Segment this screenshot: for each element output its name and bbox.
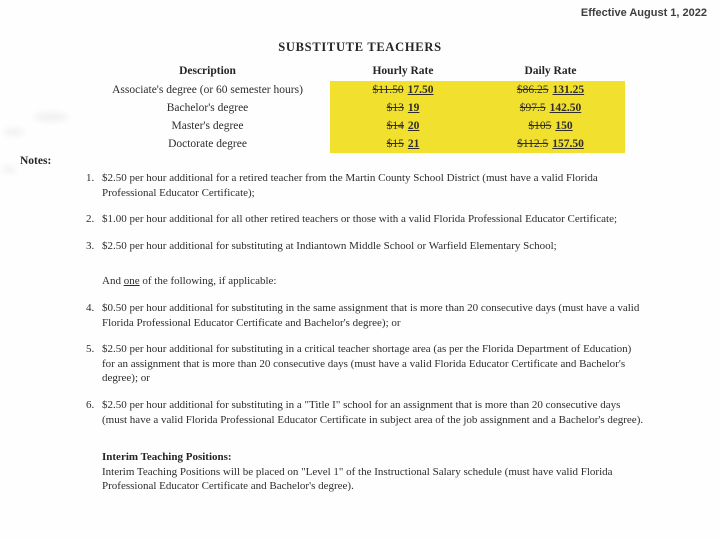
note-text: $2.50 per hour additional for a retired teacher from the Martin County School District (must have a valid Florida Professional Educator Certificate); <box>102 172 598 199</box>
note-text: $2.50 per hour additional for substituting in a critical teacher shortage area (as per the Florida Department of Education) for an assignment that is more than 20 consecutive days (must have a valid Florida Educator Certificate and Bachelor's degree); or <box>102 343 632 385</box>
new-rate: 19 <box>407 102 420 114</box>
new-rate: 157.50 <box>552 138 584 150</box>
note-item-5 <box>86 342 644 386</box>
note-item-1 <box>86 171 644 200</box>
note-number: 2. <box>86 213 95 226</box>
new-rate: 131.25 <box>552 84 585 96</box>
note-item-2 <box>86 212 644 227</box>
interim-text: Interim Teaching Positions will be placed on "Level 1" of the Instructional Salary schedule (must have valid Florida Professional Educator Certificate and Bachelor's degree). <box>102 465 613 493</box>
row-hourly-rate <box>330 117 476 135</box>
interim-heading: Interim Teaching Positions: <box>102 451 232 464</box>
old-rate: $112.5 <box>517 138 549 150</box>
note-number: 6. <box>86 398 95 411</box>
row-daily-rate <box>476 135 625 153</box>
effective-date: Effective August 1, 2022 <box>580 7 707 19</box>
and-one-of-following-line <box>102 274 644 289</box>
new-rate: 150 <box>555 120 573 132</box>
and-underlined-word: one <box>123 275 140 288</box>
note-number: 4. <box>86 301 95 314</box>
new-rate: 20 <box>407 120 420 132</box>
row-description: Doctorate degree <box>168 138 247 150</box>
old-rate: $97.5 <box>519 102 546 114</box>
row-daily-rate <box>476 81 625 99</box>
note-number: 5. <box>86 343 95 356</box>
scan-artifact <box>34 112 68 122</box>
scan-artifact <box>4 128 24 136</box>
row-hourly-rate <box>330 135 476 153</box>
notes-label: Notes: <box>20 155 52 167</box>
old-rate: $86.25 <box>516 84 549 96</box>
row-hourly-rate <box>330 81 476 99</box>
row-daily-rate <box>476 117 625 135</box>
note-text: $0.50 per hour additional for substituting in the same assignment that is more than 20 consecutive days (must have a valid Florida Professional Educator Certificate and Bachelor's degree); or <box>102 301 640 329</box>
old-rate: $15 <box>386 138 404 150</box>
page-title: SUBSTITUTE TEACHERS <box>278 40 442 54</box>
column-header-hourly-rate: Hourly Rate <box>372 65 434 77</box>
scan-artifact <box>2 166 16 173</box>
old-rate: $14 <box>386 120 404 132</box>
note-text: $2.50 per hour additional for substituting at Indiantown Middle School or Warfield Elementary School; <box>102 239 557 252</box>
new-rate: 21 <box>407 138 420 150</box>
row-hourly-rate <box>330 99 476 117</box>
row-description: Associate's degree (or 60 semester hours) <box>112 84 303 96</box>
old-rate: $11.50 <box>372 84 404 96</box>
note-text: $2.50 per hour additional for substituting in a "Title I" school for an assignment that is more than 20 consecutive days (must have a valid Florida Professional Educator Certificate in subject area of the job assignment and a Bachelor's degree). <box>102 398 644 426</box>
and-prefix: And <box>102 275 124 288</box>
column-header-description: Description <box>179 65 236 77</box>
new-rate: 17.50 <box>407 84 434 96</box>
column-header-daily-rate: Daily Rate <box>524 65 577 77</box>
note-item-6 <box>86 398 644 427</box>
note-item-3 <box>86 239 644 254</box>
note-text: $1.00 per hour additional for all other retired teachers or those with a valid Florida Professional Educator Certificate; <box>102 213 618 226</box>
row-description: Master's degree <box>171 120 244 132</box>
notes-list <box>86 171 644 494</box>
row-daily-rate <box>476 99 625 117</box>
new-rate: 142.50 <box>549 102 582 114</box>
and-suffix: of the following, if applicable: <box>139 275 277 288</box>
note-item-4 <box>86 301 644 330</box>
rate-table <box>85 61 625 153</box>
note-number: 1. <box>86 172 95 184</box>
row-description: Bachelor's degree <box>166 102 249 114</box>
note-number: 3. <box>86 239 95 252</box>
old-rate: $105 <box>528 120 552 132</box>
interim-teaching-positions-section <box>102 450 644 494</box>
old-rate: $13 <box>386 102 404 114</box>
